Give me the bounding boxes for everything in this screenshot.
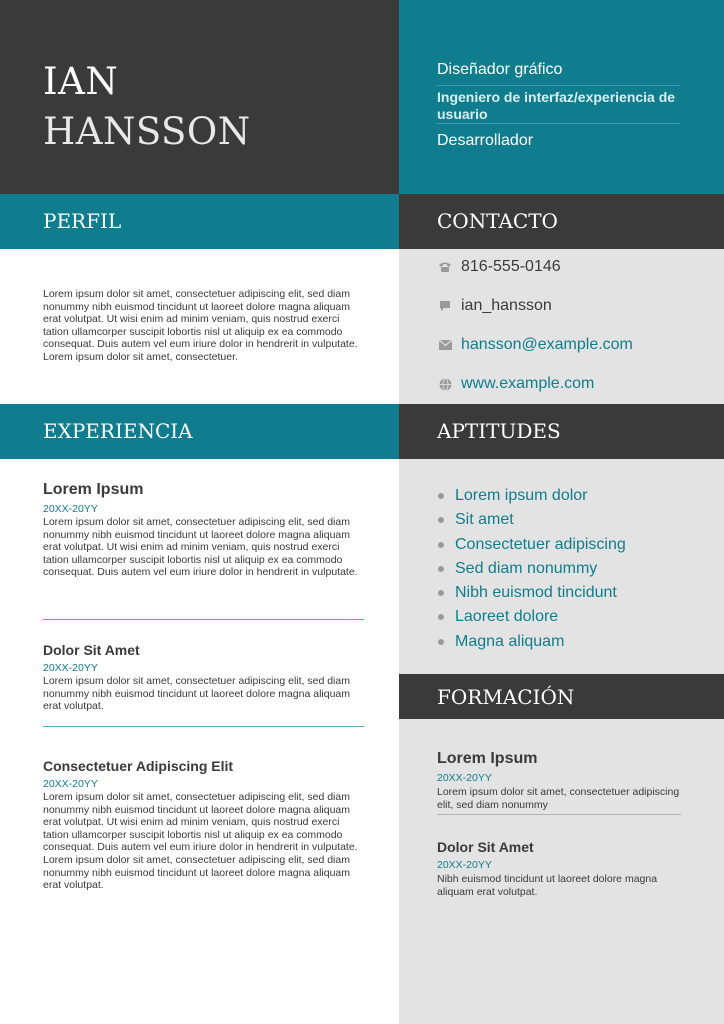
skill-label: Laoreet dolore — [455, 608, 559, 625]
skill-label: Magna aliquam — [455, 633, 565, 650]
website-link[interactable]: www.example.com — [461, 375, 595, 392]
skill-item — [438, 536, 626, 554]
skill-item — [438, 487, 588, 505]
skill-label: Nibh euismod tincidunt — [455, 584, 617, 601]
skills-heading: APTITUDES — [437, 419, 561, 443]
contact-heading: CONTACTO — [437, 209, 558, 233]
contact-phone — [438, 258, 561, 276]
job-1-dates: 20XX-20YY — [43, 503, 98, 515]
email-link[interactable]: hansson@example.com — [461, 336, 633, 353]
skill-item — [438, 608, 558, 626]
skill-item — [438, 560, 597, 578]
job-titles-panel — [399, 0, 724, 194]
bullet-icon — [438, 614, 444, 620]
skill-label: Lorem ipsum dolor — [455, 487, 588, 504]
contact-email[interactable] — [438, 336, 633, 354]
job-1-title: Lorem Ipsum — [43, 481, 144, 498]
job-2-dates: 20XX-20YY — [43, 662, 98, 674]
bullet-icon — [438, 590, 444, 596]
profile-heading: PERFIL — [43, 209, 122, 233]
title-divider — [437, 85, 680, 86]
chat-handle: ian_hansson — [461, 297, 552, 314]
phone-icon — [438, 260, 452, 274]
skill-item — [438, 633, 564, 651]
skills-heading-bar — [399, 404, 724, 459]
experience-heading-bar — [0, 404, 399, 459]
bullet-icon — [438, 493, 444, 499]
job-2-title: Dolor Sit Amet — [43, 642, 140, 658]
contact-chat — [438, 297, 552, 315]
chat-icon — [438, 299, 452, 313]
globe-icon — [438, 377, 452, 391]
job-title-2: Ingeniero de interfaz/experiencia de usuario — [437, 89, 676, 122]
skill-item — [438, 511, 514, 529]
job-3-dates: 20XX-20YY — [43, 778, 98, 790]
profile-text: Lorem ipsum dolor sit amet, consectetuer adipiscing elit, sed diam nonummy nibh euismod tincidunt ut laoreet dolore magna aliquam erat volutpat. Ut wisi enim ad minim veniam, quis nostrud exerci tation ullamcorper suscipit lobortis nisl ut aliquip ex ea commodo consequat. Duis autem vel eum iriure dolor in hendrerit in vulputate. Lorem ipsum dolor sit amet, consectetuer. — [43, 288, 358, 363]
experience-heading: EXPERIENCIA — [43, 419, 193, 443]
job-title-1: Diseñador gráfico — [437, 61, 563, 78]
job-2-text: Lorem ipsum dolor sit amet, consectetuer adipiscing elit, sed diam nonummy nibh euismod tincidunt ut laoreet dolore magna aliquam erat volutpat. — [43, 675, 351, 713]
first-name: IAN — [43, 60, 119, 103]
education-1-dates: 20XX-20YY — [437, 772, 492, 784]
bullet-icon — [438, 639, 444, 645]
education-1-text: Lorem ipsum dolor sit amet, consectetuer adipiscing elit, sed diam nonummy — [437, 786, 680, 811]
skill-label: Sed diam nonummy — [455, 560, 598, 577]
job-3-text: Lorem ipsum dolor sit amet, consectetuer adipiscing elit, sed diam nonummy nibh euismod tincidunt ut laoreet dolore magna aliquam erat volutpat. Ut wisi enim ad minim veniam, quis nostrud exerci tation ullamcorper suscipit lobortis nisl ut aliquip ex ea commodo consequat. Duis autem vel eum iriure dolor in hendrerit in vulputate. Lorem ipsum dolor sit amet, consectetuer adipiscing elit, sed diam nonummy nibh euismod tincidunt ut laoreet dolore magna aliquam erat volutpat. — [43, 791, 358, 892]
email-icon — [438, 338, 452, 352]
bullet-icon — [438, 542, 444, 548]
job-3-title: Consectetuer Adipiscing Elit — [43, 758, 234, 774]
education-divider — [437, 814, 681, 815]
last-name: HANSSON — [43, 110, 251, 153]
education-1-title: Lorem Ipsum — [437, 750, 538, 767]
title-divider — [437, 123, 680, 124]
job-title-3: Desarrollador — [437, 132, 534, 149]
skill-item — [438, 584, 617, 602]
skill-label: Sit amet — [455, 511, 514, 528]
name-panel — [0, 0, 399, 194]
skill-label: Consectetuer adipiscing — [455, 536, 626, 553]
education-heading-bar — [399, 674, 724, 719]
contact-heading-bar — [399, 194, 724, 249]
education-heading: FORMACIÓN — [437, 685, 575, 709]
profile-heading-bar — [0, 194, 399, 249]
bullet-icon — [438, 566, 444, 572]
job-divider — [43, 619, 364, 620]
education-2-dates: 20XX-20YY — [437, 859, 492, 871]
education-2-title: Dolor Sit Amet — [437, 839, 534, 855]
job-divider — [43, 726, 364, 727]
job-1-text: Lorem ipsum dolor sit amet, consectetuer adipiscing elit, sed diam nonummy nibh euismod tincidunt ut laoreet dolore magna aliquam erat volutpat. Ut wisi enim ad minim veniam, quis nostrud exerci tation ullamcorper suscipit lobortis nisl ut aliquip ex ea commodo consequat. Duis autem vel eum iriure dolor in hendrerit in vulputate. — [43, 516, 358, 579]
education-2-text: Nibh euismod tincidunt ut laoreet dolore magna aliquam erat volutpat. — [437, 873, 658, 898]
contact-website[interactable] — [438, 375, 594, 393]
phone-number: 816-555-0146 — [461, 258, 561, 275]
bullet-icon — [438, 517, 444, 523]
